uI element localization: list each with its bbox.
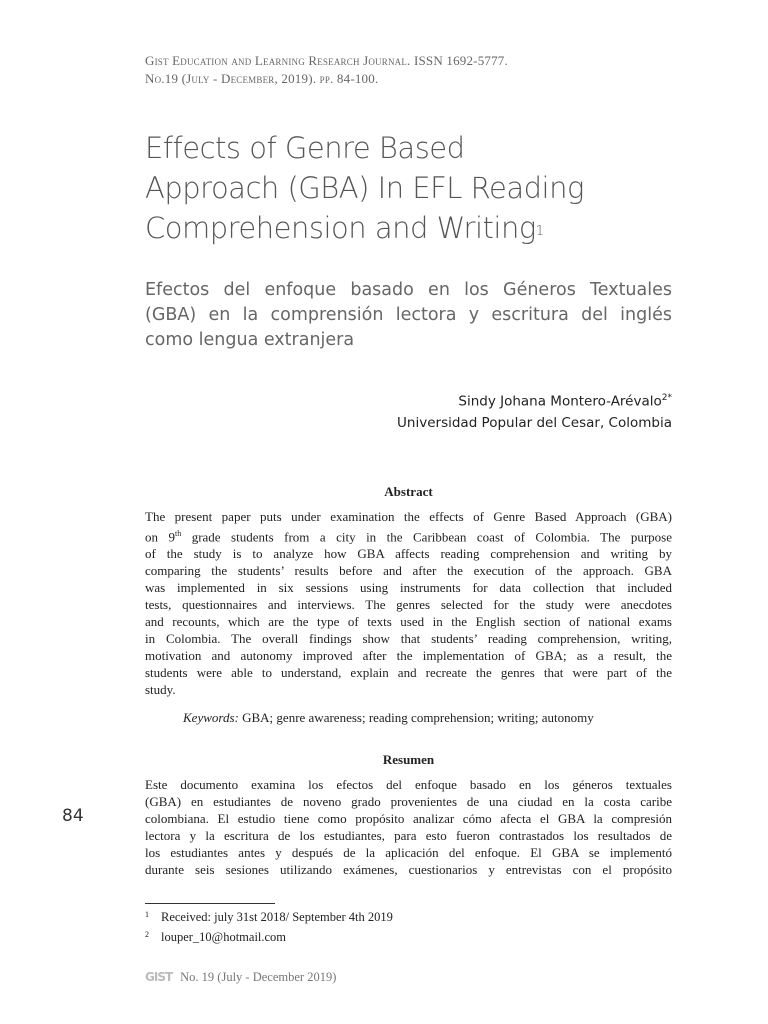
keywords-list: GBA; genre awareness; reading comprehension; writing; autonomy bbox=[238, 710, 594, 725]
author-marks: 2* bbox=[661, 393, 672, 403]
keywords bbox=[183, 710, 594, 726]
subtitle-line: (GBA) en la comprensión lectora y escritura del inglés bbox=[145, 305, 672, 325]
paper-subtitle bbox=[145, 278, 672, 353]
journal-line-2: No.19 (July - December, 2019). pp. 84-100. bbox=[145, 71, 379, 86]
footnote-text: Received: july 31st 2018/ September 4th 2019 bbox=[161, 910, 393, 924]
abstract-body bbox=[145, 508, 672, 698]
footnote-mark: 1 bbox=[145, 910, 149, 919]
text-line: (GBA) en estudiantes de noveno grado provenientes de una ciudad en la costa caribe bbox=[145, 794, 672, 809]
text-line: on 9th grade students from a city in the Caribbean coast of Colombia. The purpose bbox=[145, 529, 673, 545]
resumen-body bbox=[145, 776, 672, 878]
author-name: Sindy Johana Montero-Arévalo bbox=[458, 393, 662, 410]
text-line: colombiana. El estudio tiene como propósito analizar cómo afecta el GBA la compresión bbox=[145, 811, 672, 826]
text-line: in Colombia. The overall findings show that students’ reading comprehension, writing, bbox=[145, 631, 672, 647]
text-line: Este documento examina los efectos del enfoque basado en los géneros textuales bbox=[145, 777, 672, 792]
footnote-mark: 2 bbox=[145, 930, 149, 939]
footnote-text: louper_10@hotmail.com bbox=[161, 930, 287, 944]
text-line: was implemented in six sessions using instruments for data collection that included bbox=[145, 580, 672, 596]
footnote-2 bbox=[145, 930, 286, 945]
title-line: Approach (GBA) In EFL Reading bbox=[145, 171, 584, 205]
text-line: and recounts, which are the type of texts used in the English section of national exams bbox=[145, 614, 672, 630]
text-line: lectora y la escritura de los estudiantes, para esto fueron contrastados los resultados de bbox=[145, 828, 672, 843]
text-line: motivation and autonomy improved after the implementation of GBA; as a result, the bbox=[145, 648, 672, 664]
author-block bbox=[397, 388, 672, 434]
paper-title bbox=[145, 128, 584, 248]
text-line: tests, questionnaires and interviews. The genres selected for the study were anecdotes bbox=[145, 597, 672, 613]
text-line: The present paper puts under examination the effects of Genre Based Approach (GBA) bbox=[145, 509, 672, 524]
footnote-1 bbox=[145, 910, 393, 925]
text-line: los estudiantes antes y después de la aplicación del enfoque. El GBA se implementó bbox=[145, 845, 672, 860]
gist-logo: GIST bbox=[145, 970, 173, 984]
subtitle-line: como lengua extranjera bbox=[145, 330, 355, 350]
text-line: comparing the students’ results before and after the execution of the approach. GBA bbox=[145, 563, 672, 579]
journal-citation bbox=[145, 52, 508, 88]
author-affiliation: Universidad Popular del Cesar, Colombia bbox=[397, 414, 672, 431]
page-footer bbox=[145, 970, 336, 985]
page-number: 84 bbox=[62, 806, 84, 826]
footnote-divider bbox=[145, 903, 275, 904]
text-line: durante seis sesiones utilizando exámenes, cuestionarios y entrevistas con el propósito bbox=[145, 862, 672, 877]
subtitle-line: Efectos del enfoque basado en los Géneros Textuales bbox=[145, 280, 672, 300]
text-line: students were able to understand, explain and recreate the genres that were part of the bbox=[145, 665, 672, 681]
text-line: study. bbox=[145, 682, 176, 698]
footer-issue: No. 19 (July - December 2019) bbox=[180, 970, 337, 984]
resumen-heading: Resumen bbox=[382, 752, 435, 767]
text-line: of the study is to analyze how GBA affects reading comprehension and writing by bbox=[145, 546, 672, 562]
title-line: Effects of Genre Based bbox=[145, 131, 465, 165]
title-footnote-mark: 1 bbox=[535, 224, 544, 239]
journal-line-1: Gist Education and Learning Research Journal. ISSN 1692-5777. bbox=[145, 53, 508, 68]
abstract-heading: Abstract bbox=[384, 484, 433, 499]
title-line: Comprehension and Writing bbox=[145, 211, 536, 245]
keywords-label: Keywords: bbox=[183, 710, 239, 725]
